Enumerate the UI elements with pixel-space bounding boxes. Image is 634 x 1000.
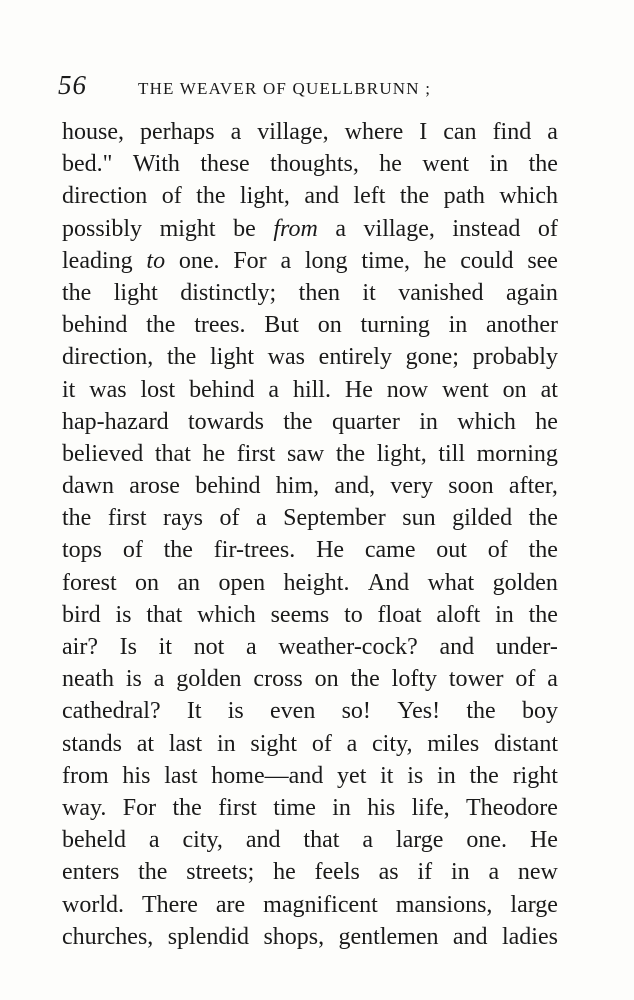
- word: He: [344, 376, 373, 403]
- text-line: [62, 374, 558, 406]
- text-line: [62, 760, 558, 792]
- word: large: [395, 827, 444, 854]
- word: behind: [195, 473, 261, 500]
- word: it: [362, 279, 376, 306]
- word: in: [332, 794, 351, 821]
- word: a: [148, 827, 160, 854]
- word: in: [450, 859, 470, 886]
- word: boy: [521, 698, 558, 725]
- word: entirely: [318, 344, 392, 371]
- word: He: [316, 537, 345, 564]
- word: of: [311, 730, 332, 757]
- word: instead: [452, 215, 521, 242]
- word: that: [146, 601, 183, 628]
- word: feels: [314, 859, 360, 886]
- word: on: [502, 376, 527, 403]
- word: he: [202, 440, 226, 467]
- word: a: [268, 376, 280, 403]
- word: magnificent: [263, 891, 378, 918]
- word: It: [186, 698, 202, 725]
- text-line: [62, 341, 558, 373]
- word: morning: [476, 440, 558, 467]
- word: open: [218, 569, 266, 596]
- word: And: [367, 569, 410, 596]
- word: a: [335, 215, 346, 242]
- word: from: [273, 215, 318, 242]
- word: he: [535, 408, 558, 435]
- word: cathedral?: [62, 698, 161, 725]
- word: arose: [129, 473, 180, 500]
- word: city,: [182, 827, 223, 854]
- word: went: [422, 151, 470, 178]
- word: can: [443, 119, 477, 145]
- word: right: [512, 762, 558, 789]
- word: streets;: [186, 859, 255, 886]
- word: to: [146, 247, 166, 274]
- word: But: [264, 312, 299, 339]
- word: world.: [62, 891, 124, 918]
- word: rays: [163, 505, 203, 532]
- word: last: [168, 730, 203, 757]
- word: one.: [178, 247, 220, 274]
- word: a: [246, 634, 257, 660]
- word: so!: [341, 698, 371, 725]
- word: the: [335, 440, 366, 467]
- text-line: [62, 889, 558, 921]
- word: seems: [270, 601, 330, 628]
- word: was: [267, 344, 305, 371]
- word: on: [314, 666, 339, 693]
- word: probably: [472, 344, 558, 371]
- word: his: [367, 794, 396, 821]
- word: the: [172, 794, 202, 821]
- word: after,: [508, 473, 558, 500]
- word: beheld: [62, 827, 126, 854]
- word: miles: [427, 730, 480, 757]
- word: For: [122, 794, 157, 821]
- word: Is: [119, 634, 137, 660]
- word: stands: [62, 730, 122, 757]
- word: these: [200, 151, 250, 178]
- word: now: [386, 376, 429, 403]
- word: thoughts,: [270, 151, 359, 178]
- text-line: [62, 309, 558, 341]
- word: long: [304, 247, 348, 274]
- word: air?: [62, 634, 98, 660]
- word: I: [419, 119, 428, 145]
- word: which: [457, 408, 516, 435]
- word: direction: [62, 183, 148, 210]
- word: and,: [334, 473, 376, 500]
- word: on: [135, 569, 160, 596]
- text-line: [62, 792, 558, 824]
- word: the: [528, 151, 558, 178]
- word: leading: [62, 247, 133, 274]
- word: very: [390, 473, 434, 500]
- word: enters: [62, 859, 120, 886]
- word: light,: [239, 183, 290, 210]
- word: first: [236, 440, 276, 467]
- word: is: [227, 698, 244, 725]
- word: mansions,: [395, 891, 493, 918]
- word: a: [230, 119, 242, 145]
- word: soon: [448, 473, 494, 500]
- word: large: [510, 891, 558, 918]
- word: the: [350, 666, 380, 693]
- word: shops,: [263, 923, 325, 950]
- running-title: THE WEAVER OF QUELLBRUNN ;: [138, 79, 432, 98]
- word: hap-hazard: [62, 408, 169, 435]
- word: might: [159, 215, 216, 242]
- word: weather-cock?: [278, 634, 418, 660]
- word: as: [378, 859, 399, 886]
- word: sun: [402, 505, 436, 532]
- word: distinctly;: [180, 279, 277, 306]
- word: new: [517, 859, 558, 886]
- word: a: [488, 859, 500, 886]
- running-head: [58, 70, 478, 102]
- word: direction,: [62, 344, 154, 371]
- text-line: [62, 663, 558, 695]
- word: bird: [62, 601, 101, 628]
- page-number: 56: [58, 70, 87, 100]
- word: was: [89, 376, 127, 403]
- word: then: [298, 279, 340, 306]
- word: sight: [250, 730, 298, 757]
- word: Theodore: [465, 794, 558, 821]
- word: bed.": [62, 151, 113, 178]
- word: gilded: [452, 505, 513, 532]
- word: an: [177, 569, 201, 596]
- word: of: [161, 183, 182, 210]
- word: way.: [62, 794, 107, 821]
- word: light: [209, 344, 254, 371]
- word: the: [196, 183, 226, 210]
- word: light: [113, 279, 158, 306]
- word: ladies: [501, 923, 558, 950]
- word: under-: [495, 634, 558, 660]
- word: the: [166, 344, 197, 371]
- word: are: [215, 891, 246, 918]
- word: that: [303, 827, 340, 854]
- text-line: [62, 534, 558, 566]
- text-line: [62, 213, 558, 245]
- word: a: [255, 505, 267, 532]
- word: the: [399, 183, 430, 210]
- text-line: [62, 695, 558, 727]
- word: from: [62, 762, 109, 789]
- word: of: [219, 505, 240, 532]
- word: even: [270, 698, 316, 725]
- word: home—and: [211, 762, 324, 789]
- word: out: [436, 537, 467, 564]
- word: village,: [363, 215, 435, 242]
- word: and: [452, 923, 488, 950]
- word: behind: [62, 312, 128, 339]
- word: it: [62, 376, 76, 403]
- word: a: [547, 119, 558, 145]
- word: and: [245, 827, 281, 854]
- word: trees.: [194, 312, 246, 339]
- text-line: [62, 728, 558, 760]
- body-text: [62, 116, 558, 953]
- word: time: [273, 794, 316, 821]
- word: height.: [283, 569, 350, 596]
- word: another: [486, 312, 558, 339]
- text-line: [62, 824, 558, 856]
- word: a: [346, 730, 358, 757]
- word: lost: [140, 376, 176, 403]
- word: the: [138, 859, 168, 886]
- word: dawn: [62, 473, 114, 500]
- word: golden: [492, 569, 558, 596]
- word: path: [443, 183, 485, 210]
- word: With: [132, 151, 180, 178]
- text-line: [62, 148, 558, 180]
- word: neath: [62, 666, 114, 693]
- word: he: [379, 151, 402, 178]
- word: the: [283, 408, 313, 435]
- word: to: [344, 601, 363, 628]
- word: possibly: [62, 215, 143, 242]
- word: a: [153, 666, 165, 693]
- word: he: [423, 247, 447, 274]
- word: it: [380, 762, 394, 789]
- word: gone;: [405, 344, 459, 371]
- word: time,: [361, 247, 410, 274]
- word: went: [442, 376, 489, 403]
- word: if: [417, 859, 433, 886]
- text-line: [62, 116, 558, 148]
- text-line: [62, 438, 558, 470]
- word: turning: [360, 312, 430, 339]
- word: of: [487, 537, 508, 564]
- word: him,: [275, 473, 320, 500]
- word: last: [164, 762, 198, 789]
- word: first: [107, 505, 147, 532]
- word: left: [353, 183, 386, 210]
- word: distant: [494, 730, 558, 757]
- word: is: [407, 762, 424, 789]
- word: churches,: [62, 923, 154, 950]
- word: a: [362, 827, 373, 854]
- word: golden: [176, 666, 242, 693]
- word: hill.: [292, 376, 331, 403]
- word: There: [141, 891, 198, 918]
- word: Yes!: [397, 698, 441, 725]
- word: forest: [62, 569, 117, 596]
- word: not: [193, 634, 225, 660]
- word: yet: [337, 762, 367, 789]
- word: the: [62, 279, 92, 306]
- word: in: [419, 408, 438, 435]
- word: of: [537, 215, 558, 242]
- word: gentlemen: [338, 923, 439, 950]
- word: towards: [187, 408, 264, 435]
- word: tops: [62, 537, 103, 564]
- word: of: [122, 537, 143, 564]
- word: perhaps: [140, 119, 215, 145]
- word: where: [344, 119, 404, 145]
- word: the: [146, 312, 176, 339]
- word: of: [515, 666, 536, 693]
- word: the: [528, 537, 558, 564]
- word: the: [466, 698, 496, 725]
- word: in: [489, 151, 509, 178]
- word: see: [527, 247, 558, 274]
- word: is: [125, 666, 142, 693]
- text-line: [62, 245, 558, 277]
- word: one.: [466, 827, 508, 854]
- word: He: [529, 827, 558, 854]
- word: at: [136, 730, 155, 757]
- word: in: [495, 601, 514, 628]
- word: the: [163, 537, 193, 564]
- word: at: [540, 376, 558, 403]
- text-line: [62, 631, 558, 663]
- word: float: [377, 601, 422, 628]
- text-line: [62, 502, 558, 534]
- word: quarter: [331, 408, 400, 435]
- word: a: [547, 666, 558, 693]
- word: lofty: [391, 666, 437, 693]
- word: splendid: [167, 923, 250, 950]
- word: fir-trees.: [213, 537, 296, 564]
- word: saw: [286, 440, 325, 467]
- word: tower: [448, 666, 504, 693]
- word: in: [437, 762, 456, 789]
- word: village,: [257, 119, 329, 145]
- word: it: [158, 634, 172, 660]
- word: city,: [372, 730, 413, 757]
- text-line: [62, 180, 558, 212]
- text-line: [62, 921, 558, 953]
- word: behind: [189, 376, 255, 403]
- word: cross: [253, 666, 303, 693]
- text-line: [62, 406, 558, 438]
- word: a: [280, 247, 292, 274]
- text-line: [62, 470, 558, 502]
- word: vanished: [398, 279, 484, 306]
- word: in: [448, 312, 468, 339]
- word: house,: [62, 119, 124, 145]
- word: his: [122, 762, 151, 789]
- text-line: [62, 567, 558, 599]
- word: and: [304, 183, 339, 210]
- word: in: [216, 730, 236, 757]
- word: the: [62, 505, 92, 532]
- word: could: [460, 247, 514, 274]
- word: aloft: [436, 601, 481, 628]
- word: life,: [411, 794, 450, 821]
- word: the: [528, 505, 558, 532]
- word: what: [427, 569, 475, 596]
- text-line: [62, 856, 558, 888]
- word: he: [273, 859, 296, 886]
- word: be: [233, 215, 256, 242]
- text-line: [62, 277, 558, 309]
- word: is: [115, 601, 132, 628]
- word: came: [364, 537, 416, 564]
- word: which: [197, 601, 256, 628]
- word: the: [469, 762, 499, 789]
- word: and: [439, 634, 475, 660]
- word: For: [233, 247, 267, 274]
- word: again: [505, 279, 558, 306]
- word: first: [218, 794, 257, 821]
- word: believed: [62, 440, 144, 467]
- word: September: [283, 505, 386, 532]
- word: light,: [376, 440, 427, 467]
- word: till: [438, 440, 466, 467]
- text-line: [62, 599, 558, 631]
- word: on: [317, 312, 342, 339]
- word: the: [528, 601, 558, 628]
- word: which: [499, 183, 558, 210]
- word: find: [492, 119, 532, 145]
- word: that: [154, 440, 191, 467]
